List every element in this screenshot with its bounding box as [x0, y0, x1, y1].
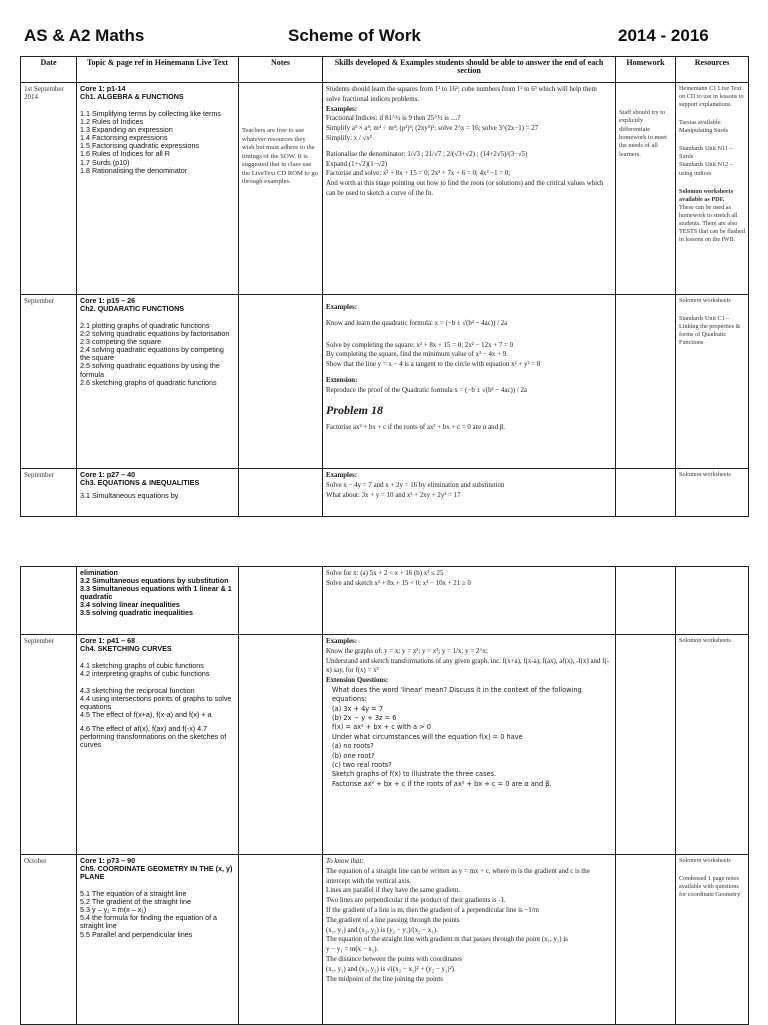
skill-text: By completing the square, find the minimum value of x² − 4x + 9. — [326, 351, 508, 359]
row-skills — [323, 567, 616, 635]
topic-item: 1.2 Rules of Indices — [80, 117, 144, 127]
topic-item: 3.3 Simultaneous equations with 1 linear & 1 quadratic — [80, 584, 232, 602]
topic-item: 5.2 The gradient of the straight line — [80, 897, 191, 907]
topic-item: 5.5 Parallel and perpendicular lines — [80, 929, 193, 939]
resource-item: Solomon worksheets — [679, 637, 731, 644]
table-row — [21, 567, 749, 635]
skill-text: (c) two real roots? — [332, 760, 392, 769]
topic-item: 4.5 The effect of f(x+a), f(x-a) and f(x) + a — [80, 710, 212, 720]
row-topic — [77, 635, 239, 855]
document-title: Scheme of Work — [288, 26, 421, 45]
row-date: September — [21, 469, 77, 517]
topic-item: 2.6 sketching graphs of quadratic functions — [80, 377, 217, 387]
resource-item: Standards Unit C1 – Linking the properties & forms of Quadratic Functions — [679, 315, 741, 347]
skill-text: Simplify a³ × a⁴; m⁴ ÷ m³; (p²)³; (2xy³)²; solve 2^x = 16; solve 3^(2x−1) = 27 — [326, 125, 539, 133]
skill-text: Rationalise the denominator: 1/√3 ; 21/√7 ; 2/(√3+√2) ; (14+2√5)/(3−√5) — [326, 150, 528, 158]
skill-text: (b) 2x − y + 3z = 6 — [332, 714, 397, 723]
examples-heading: Examples: — [326, 638, 358, 645]
row-resources — [676, 295, 749, 469]
skill-text: The midpoint of the line joining the points — [326, 975, 443, 983]
col-topic: Topic & page ref in Heinemann Live Text — [77, 57, 239, 83]
resource-item: Solomon worksheets — [679, 857, 731, 864]
skill-text: Simplify: x / √x² — [326, 134, 372, 142]
row-resources — [676, 855, 749, 1025]
topic-item: 3.5 solving quadratic inequalities — [80, 608, 194, 618]
topic-item: 1.7 Surds (p10) — [80, 157, 130, 167]
row-skills — [323, 295, 616, 469]
col-resources: Resources — [676, 57, 749, 83]
table-row — [21, 855, 749, 1025]
topic-chapter: Ch1. ALGEBRA & FUNCTIONS — [80, 92, 184, 102]
row-resources — [676, 635, 749, 855]
topic-item: 4.4 using intersections points of graphs to solve equations — [80, 694, 232, 712]
row-homework — [616, 855, 676, 1025]
skill-text: The distance between the points with coordinates — [326, 955, 462, 963]
topic-item: 3.4 solving linear inequalities — [80, 600, 180, 610]
row-resources — [676, 83, 749, 295]
skill-text: Fractional Indices: if 81^½ is 9 then 25^½ is ....? — [326, 115, 461, 123]
row-notes — [239, 295, 323, 469]
topic-item: 2.3 competing the square — [80, 337, 162, 347]
table-row — [21, 83, 749, 295]
skill-text: Two lines are perpendicular if the product of their gradients is -1. — [326, 897, 506, 905]
resource-item: Solomon worksheets — [679, 297, 731, 304]
col-homework: Homework — [616, 57, 676, 83]
row-topic — [77, 295, 239, 469]
row-topic — [77, 469, 239, 517]
skill-text: Solve and sketch x² + 8x + 15 < 0; x² − 10x + 21 ≥ 0 — [326, 579, 471, 587]
skill-text: (x₁, y₁) and (x₂, y₂) is √((x₂ − x₁)² + (y₂ − y₁)²). — [326, 965, 456, 973]
row-date: September — [21, 635, 77, 855]
topic-item: 2.1 plotting graphs of quadratic functions — [80, 321, 210, 331]
course-title: AS & A2 Maths — [24, 26, 145, 45]
table-row — [21, 295, 749, 469]
resource-item: Solomon worksheets available as PDF. — [679, 187, 734, 203]
topic-ref: Core 1: p1-14 — [80, 84, 126, 93]
scheme-table-top — [20, 56, 749, 517]
topic-item: 1.5 Factorising quadratic expressions — [80, 141, 200, 151]
topic-chapter: Ch4. SKETCHING CURVES — [80, 644, 172, 654]
skill-text: Know and learn the quadratic formula: x = (−b ± √(b² − 4ac)) / 2a — [326, 319, 508, 327]
row-skills — [323, 855, 616, 1025]
resource-item: These can be used as homework to stretch all students. There are also TESTS that can be flashed in lessons on the IWB. — [679, 203, 745, 243]
skill-text: Sketch graphs of f(x) to illustrate the three cases. — [332, 770, 497, 779]
skill-text: Know the graphs of: y = x; y = x²; y = x³; y = 1/x; y = 2^x; — [326, 647, 488, 655]
year-range: 2014 - 2016 — [618, 26, 709, 45]
topic-item: 2.4 solving quadratic equations by competing the square — [80, 345, 224, 363]
topic-item: 1.1 Simplifying terms by collecting like terms — [80, 109, 222, 119]
table-row — [21, 469, 749, 517]
skill-text: Reproduce the proof of the Quadratic formula x = (−b ± √(b² − 4ac)) / 2a — [326, 386, 527, 394]
topic-item: 2.2 solving quadratic equations by factorisation — [80, 329, 230, 339]
extension-heading: Extension Questions: — [326, 677, 389, 685]
row-date — [21, 567, 77, 635]
row-notes — [239, 635, 323, 855]
topic-item: 4.6 The effect of af(x), f(ax) and f(-x) 4.7 performing transformations on the sketches of curves — [80, 723, 227, 749]
row-date: 1st September 2014 — [21, 83, 77, 295]
topic-ref: Core 1: p73 – 90 — [80, 856, 136, 865]
skill-text: The equation of the straight line with gradient m that passes through the point (x₁, y₁) is — [326, 936, 568, 944]
row-homework — [616, 469, 676, 517]
skill-text: What does the word 'linear' mean? Discuss it in the context of the following equations: — [332, 685, 582, 704]
topic-ref: Core 1: p41 – 68 — [80, 636, 136, 645]
page-header — [0, 22, 768, 50]
skill-text: (a) no roots? — [332, 742, 374, 751]
row-homework — [616, 635, 676, 855]
topic-item: 1.6 Rules of Indices for all R — [80, 149, 170, 159]
col-notes: Notes — [239, 57, 323, 83]
skill-text: Factorise ax² + bx + c if the roots of ax² + bx + c = 0 are α and β. — [332, 779, 552, 788]
problem-heading: Problem 18 — [326, 402, 383, 417]
row-skills — [323, 83, 616, 295]
row-notes: Teachers are free to use whatever resources they wish but must adhere to the timings of the SOW. It is suggested that in class use the LiveText CD ROM to go through examples. — [239, 83, 323, 295]
topic-item: 5.1 The equation of a straight line — [80, 889, 187, 899]
topic-ref: Core 1: p15 – 26 — [80, 296, 136, 305]
skill-text: Students should learn the squares from 1² to 16²; cube numbers from 1³ to 6³ which will help them solve fractional indices problems. — [326, 86, 597, 103]
topic-chapter: Ch3. EQUATIONS & INEQUALITIES — [80, 478, 200, 488]
extension-heading: Extension: — [326, 376, 358, 384]
topic-chapter: Ch2. QUDARATIC FUNCTIONS — [80, 304, 185, 314]
topic-chapter: Ch5. COORDINATE GEOMETRY IN THE (x, y) PLANE — [80, 864, 233, 882]
skill-text: Lines are parallel if they have the same gradient. — [326, 887, 461, 895]
row-topic — [77, 83, 239, 295]
topic-item: 3.1 Simultaneous equations by — [80, 491, 179, 501]
row-topic — [77, 855, 239, 1025]
skill-text: y − y₁ = m(x − x₁). — [326, 946, 379, 954]
row-skills — [323, 469, 616, 517]
skill-text: (x₁, y₁) and (x₂, y₂) is (y₂ − y₁)/(x₂ − x₁). — [326, 926, 438, 934]
resource-item: Solomon worksheets — [679, 471, 731, 478]
row-topic — [77, 567, 239, 635]
skill-text: The gradient of a line passing through the points — [326, 916, 460, 924]
skill-text: Solve by completing the square: x² + 8x + 15 = 0; 2x² − 12x + 7 = 0 — [326, 341, 514, 349]
skill-text: The equation of a straight line can be written as y = mx + c, where m is the gradient and c is the intercept with the vertical axis. — [326, 867, 590, 885]
skill-text: To know that: — [326, 858, 364, 865]
row-homework — [616, 567, 676, 635]
topic-item: 1.3 Expanding an expression — [80, 125, 173, 135]
skill-text: What about: 3x + y = 10 and x² + 2xy + 2y² = 17 — [326, 491, 461, 499]
col-date: Date — [21, 57, 77, 83]
topic-item: 5.3 y – y₁ = m(x – x₁) — [80, 905, 147, 915]
col-skills: Skills developed & Examples students should be able to answer the end of each section — [323, 57, 616, 83]
row-homework: Staff should try to explicitly differentiate homework to meet the needs of all learners. — [616, 83, 676, 295]
skill-text: f(x) = ax² + bx + c with a > 0 — [332, 723, 431, 732]
skill-text: If the gradient of a line is m, then the gradient of a perpendicular line is −1/m — [326, 906, 540, 914]
skill-text: And worth at this stage pointing out how to find the roots (or solutions) and the critical values which can be used to sketch a curve of the fn. — [326, 180, 604, 197]
skill-text: (b) one root? — [332, 751, 375, 760]
topic-item: 2.5 solving quadratic equations by using the formula — [80, 361, 220, 379]
resource-item: Standards Unit N11 – Surds — [679, 145, 733, 161]
scheme-table-bottom — [20, 566, 749, 1025]
row-notes — [239, 855, 323, 1025]
row-homework — [616, 295, 676, 469]
resource-item: Heinemann C1 Live Text on CD to use in lessons to support explanations. — [679, 85, 744, 109]
skill-text: Factorise and solve: x² + 8x + 15 = 0; 2x² + 7x + 6 = 0; 4x² −1 = 0; — [326, 170, 511, 178]
skill-text: Under what circumstances will the equation f(x) = 0 have — [332, 732, 523, 741]
topic-item: 5.4 the formula for finding the equation of a straight line — [80, 913, 218, 931]
row-resources — [676, 469, 749, 517]
topic-item: elimination — [80, 568, 118, 577]
skill-text: Show that the line y = x − 4 is a tangent to the circle with equation x² + y² = 8 — [326, 361, 541, 369]
resource-item: Tarsias available: Manipulating Surds — [679, 119, 728, 135]
skill-text: Understand and sketch transformations of any given graph, inc. f(x+a), f(x-a), f(ax), af(x), -f(x) and f(-x) say, for f(x) = x² — [326, 657, 610, 675]
row-notes — [239, 469, 323, 517]
skill-text: Solve x − 4y = 7 and x + 2y = 16 by elimination and substitution — [326, 481, 505, 489]
topic-ref: Core 1: p27 – 40 — [80, 470, 136, 479]
topic-item: 1.4 Factorising expressions — [80, 133, 168, 143]
row-notes — [239, 567, 323, 635]
topic-item: 1.8 Rationalising the denominator — [80, 165, 188, 175]
table-row — [21, 635, 749, 855]
skill-text: Solve for x: (a) 5x + 2 < x + 16 (b) x² ≤ 25 — [326, 570, 444, 577]
examples-heading: Examples: — [326, 304, 358, 311]
row-date: September — [21, 295, 77, 469]
skill-text: Expand (1+√2)(1−√2) — [326, 160, 388, 168]
row-resources — [676, 567, 749, 635]
table-header-row — [21, 57, 749, 83]
topic-item: 4.3 sketching the reciprocal function — [80, 686, 195, 696]
topic-item: 4.1 sketching graphs of cubic functions — [80, 661, 204, 671]
row-skills — [323, 635, 616, 855]
resource-item: Condensed 1 page notes available with questions for coordinate Geometry — [679, 875, 741, 899]
topic-item: 3.2 Simultaneous equations by substitution — [80, 576, 229, 586]
topic-item: 4.2 interpreting graphs of cubic functions — [80, 669, 210, 679]
skill-text: (a) 3x + 4y = 7 — [332, 704, 384, 713]
resource-item: Standards Unit N12 – using indices — [679, 161, 733, 177]
row-date: October — [21, 855, 77, 1025]
skill-text: Factorise ax² + bx + c if the roots of ax² + bx + c = 0 are α and β. — [326, 423, 505, 431]
examples-heading: Examples: — [326, 105, 358, 113]
examples-heading: Examples: — [326, 472, 358, 479]
